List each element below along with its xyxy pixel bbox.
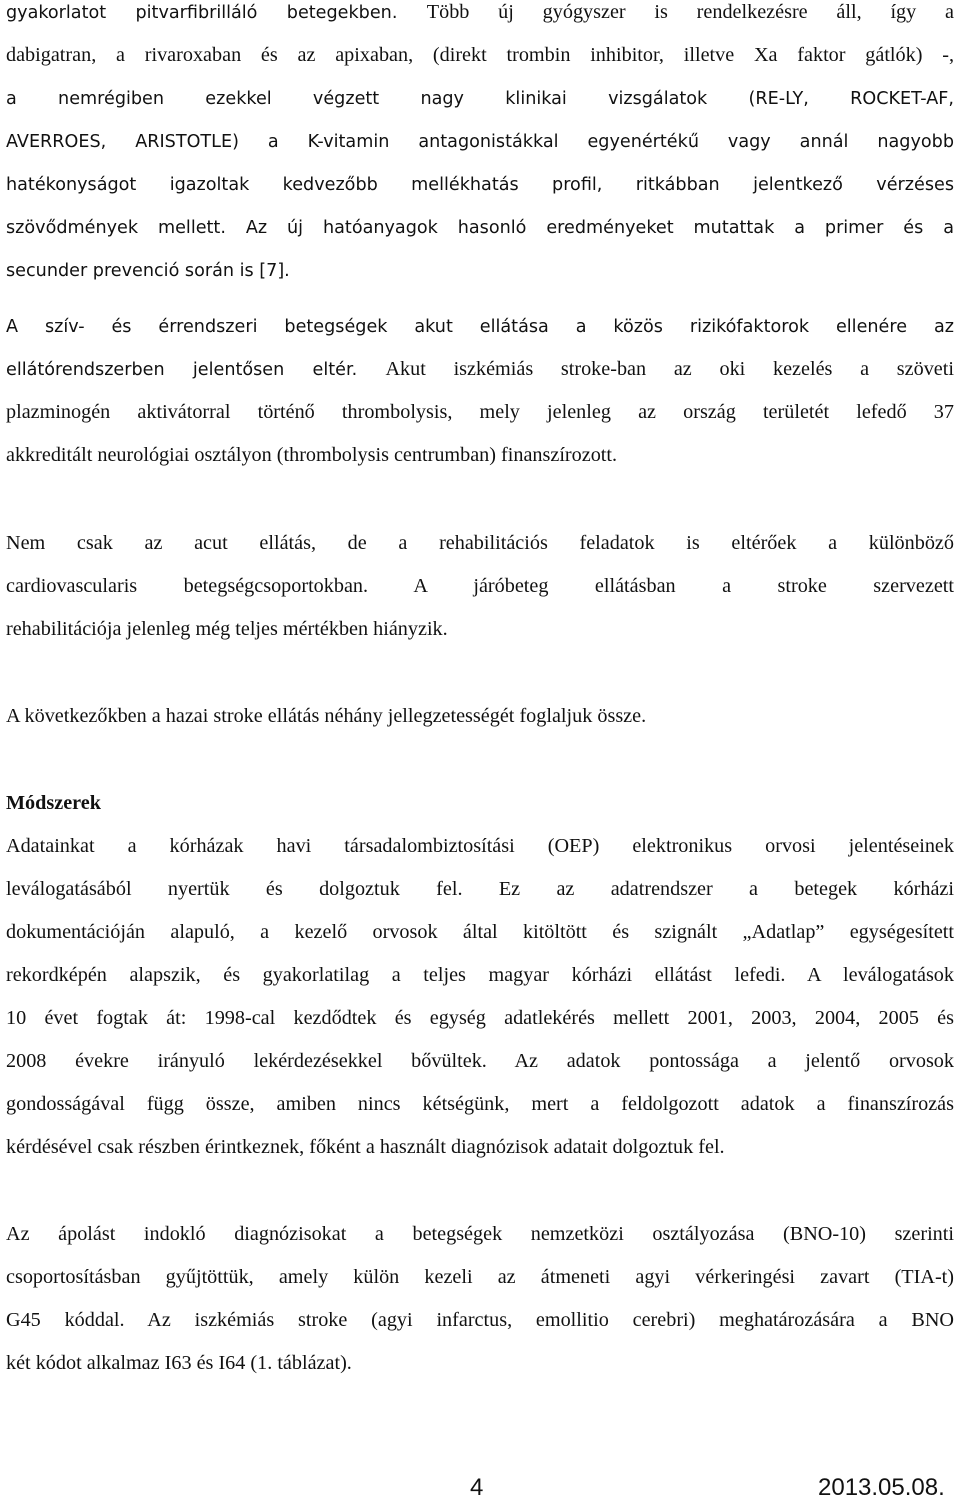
- text-segment: Az új hatóanyagok hasonló eredményeket mutattak a primer és a: [245, 218, 954, 238]
- text-segment: hatékonyságot igazoltak kedvezőbb mellékhatás profil, ritkábban jelentkező vérzéses: [6, 175, 954, 195]
- text-line: [6, 571, 954, 601]
- text-segment: Több új gyógyszer is rendelkezésre áll, így a: [426, 1, 954, 23]
- text-line: [6, 40, 954, 70]
- text-line: [6, 255, 954, 285]
- text-line: [6, 960, 954, 990]
- text-segment: gyakorlatot pitvarfibrilláló betegekben.: [6, 3, 427, 23]
- text-segment: ellátórendszerben jelentősen eltér.: [6, 360, 386, 380]
- text-segment: két kódot alkalmaz I63 és I64 (1. táblázat).: [6, 1352, 352, 1374]
- text-line: [6, 354, 954, 384]
- text-segment: A következőkben a hazai stroke ellátás néhány jellegzetességét foglaljuk össze.: [6, 705, 647, 727]
- text-line: [6, 83, 954, 113]
- text-segment: Nem csak az acut ellátás, de a rehabilitációs feladatok is eltérőek a különböző: [6, 532, 954, 554]
- text-line: [6, 614, 954, 644]
- text-segment: cardiovascularis betegségcsoportokban. A járóbeteg ellátásban a stroke szervezett: [6, 575, 954, 597]
- text-segment: csoportosításban gyűjtöttük, amely külön kezeli az átmeneti agyi vérkeringési zavart (TIA-t): [6, 1266, 954, 1288]
- text-line: [6, 0, 954, 27]
- text-line: [6, 311, 954, 341]
- text-segment: kérdésével csak részben érintkeznek, főként a használt diagnózisok adatait dolgoztuk fel.: [6, 1136, 725, 1158]
- text-segment: a nemrégiben ezekkel végzett nagy klinikai vizsgálatok (RE-LY, ROCKET-AF,: [6, 89, 954, 109]
- text-segment: Az ápolást indokló diagnózisokat a betegségek nemzetközi osztályozása (BNO-10) szerinti: [6, 1223, 954, 1245]
- text-segment: Akut iszkémiás stroke-ban az oki kezelés a szöveti: [385, 358, 954, 380]
- text-line: [6, 1262, 954, 1292]
- text-line: [6, 1046, 954, 1076]
- text-segment: 10 évet fogtak át: 1998-cal kezdődtek és egység adatlekérés mellett 2001, 2003, 2004, 2005 és: [6, 1007, 954, 1029]
- text-line: [6, 1003, 954, 1033]
- text-segment: AVERROES, ARISTOTLE) a K-vitamin antagonistákkal egyenértékű vagy annál nagyobb: [6, 132, 954, 152]
- text-line: [6, 1219, 954, 1249]
- text-line: [6, 701, 954, 731]
- text-line: [6, 440, 954, 470]
- text-line: [6, 1132, 954, 1162]
- text-line: [6, 831, 954, 861]
- text-segment: akkreditált neurológiai osztályon (thrombolysis centrumban) finanszírozott.: [6, 444, 618, 466]
- text-segment: G45 kóddal. Az iszkémiás stroke (agyi infarctus, emollitio cerebri) meghatározására a BNO: [6, 1309, 954, 1331]
- text-segment: gondosságával függ össze, amiben nincs kétségünk, mert a feldolgozott adatok a finanszírozás: [6, 1093, 954, 1115]
- text-line: [6, 1348, 954, 1378]
- text-line: [6, 917, 954, 947]
- heading-text: Módszerek: [6, 792, 101, 814]
- text-segment: Adatainkat a kórházak havi társadalombiztosítási (OEP) elektronikus orvosi jelentéseinek: [6, 835, 954, 857]
- text-segment: secunder prevenció során is [7].: [6, 261, 290, 281]
- text-line: [6, 169, 954, 199]
- text-segment: dabigatran, a rivaroxaban és az apixaban, (direkt trombin inhibitor, illetve Xa faktor gátlók) -,: [6, 44, 954, 66]
- text-line: [6, 126, 954, 156]
- text-line: [6, 397, 954, 427]
- text-line: [6, 1089, 954, 1119]
- text-segment: A szív- és érrendszeri betegségek akut ellátása a közös rizikófaktorok ellenére az: [6, 317, 954, 337]
- page-number: 4: [470, 1474, 484, 1501]
- text-line: [6, 212, 954, 242]
- text-line: [6, 788, 954, 818]
- text-segment: 2008 évekre irányuló lekérdezésekkel bővültek. Az adatok pontossága a jelentő orvosok: [6, 1050, 954, 1072]
- text-segment: szövődmények mellett.: [6, 218, 246, 238]
- text-segment: dokumentációján alapuló, a kezelő orvosok által kitöltött és szignált „Adatlap” egységesített: [6, 921, 954, 943]
- text-segment: leválogatásából nyertük és dolgoztuk fel. Ez az adatrendszer a betegek kórházi: [6, 878, 954, 900]
- text-segment: plazminogén aktivátorral történő thrombolysis, mely jelenleg az ország területét lefedő 37: [6, 401, 954, 423]
- text-line: [6, 528, 954, 558]
- text-line: [6, 874, 954, 904]
- footer-date: 2013.05.08.: [818, 1474, 945, 1501]
- text-line: [6, 1305, 954, 1335]
- text-segment: rekordképén alapszik, és gyakorlatilag a teljes magyar kórházi ellátást lefedi. A leválogatások: [6, 964, 954, 986]
- text-segment: rehabilitációja jelenleg még teljes mértékben hiányzik.: [6, 618, 448, 640]
